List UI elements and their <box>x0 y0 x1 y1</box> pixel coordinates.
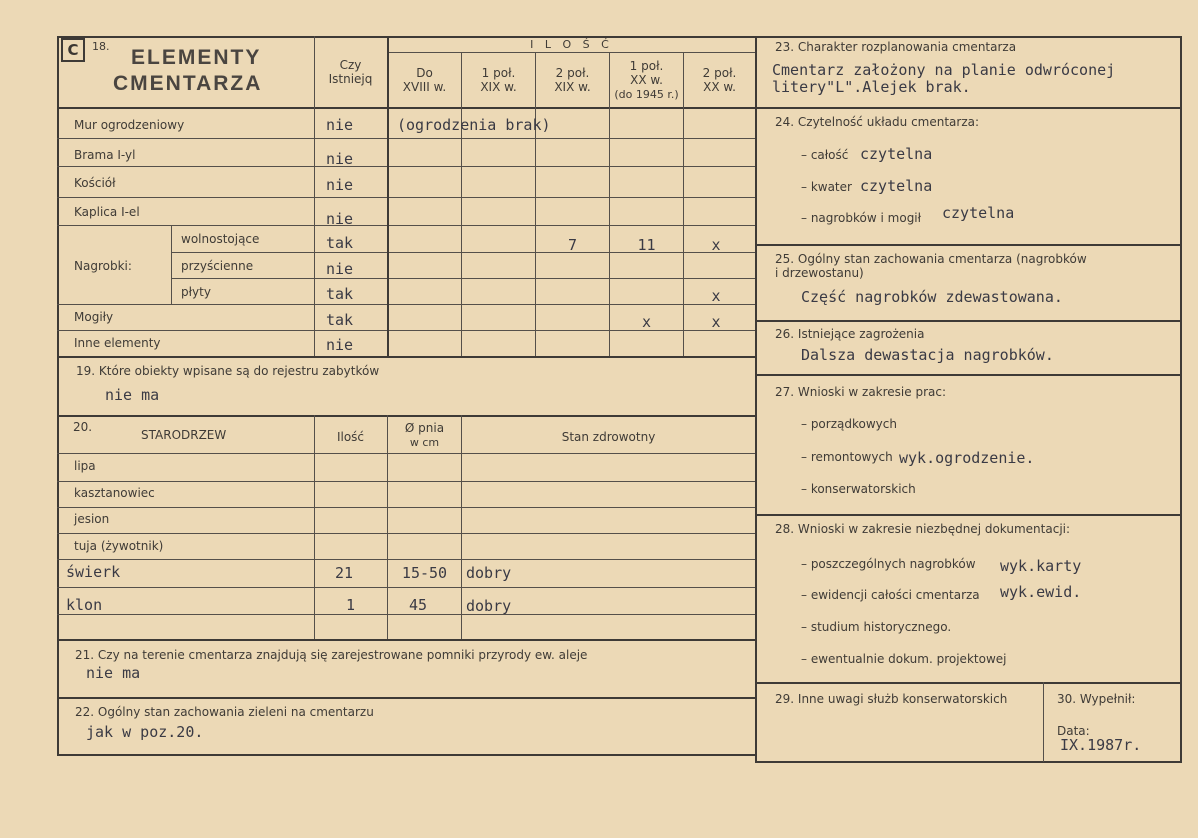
exists-value: tak <box>326 234 354 252</box>
period-header: XIX w. <box>554 80 591 94</box>
q28-item-label: – ewentualnie dokum. projektowej <box>801 652 1007 666</box>
grid-line <box>57 415 755 417</box>
q28-item-value: wyk.ewid. <box>1000 583 1082 601</box>
grid-line <box>57 559 755 560</box>
count-value: x <box>711 313 721 331</box>
q23-value-line1: Cmentarz założony na planie odwróconej <box>772 61 1116 79</box>
q28-item-label: – poszczególnych nagrobków <box>801 557 976 571</box>
period-header: Do <box>416 66 433 80</box>
exists-value: tak <box>326 311 354 329</box>
q27-item-label: – remontowych <box>801 450 893 464</box>
q26-value: Dalsza dewastacja nagrobków. <box>801 346 1054 364</box>
grid-line <box>461 52 462 356</box>
row-label: płyty <box>181 285 211 299</box>
q25-label: 25. Ogólny stan zachowania cmentarza (nagrobków <box>775 252 1087 266</box>
q20-col-ilosc: Ilość <box>336 430 365 444</box>
frame-middle <box>755 36 757 763</box>
q24-label: 24. Czytelność układu cmentarza: <box>775 115 980 129</box>
tree-name: klon <box>66 596 103 614</box>
tree-diameter: 15-50 <box>401 564 448 582</box>
grid-line <box>57 356 755 358</box>
period-header: (do 1945 r.) <box>614 88 679 101</box>
tree-count: 21 <box>334 564 354 582</box>
grid-line <box>57 614 755 615</box>
exists-value: tak <box>326 285 354 303</box>
q23-label: 23. Charakter rozplanowania cmentarza <box>775 40 1017 54</box>
q28-item-value: wyk.karty <box>1000 557 1082 575</box>
q19-label: 19. Które obiekty wpisane są do rejestru zabytków <box>76 364 380 378</box>
grid-line <box>57 166 755 167</box>
grid-line <box>57 533 755 534</box>
row-label: Mur ogrodzeniowy <box>74 118 185 132</box>
period-header: XX w. <box>630 73 663 87</box>
exists-value: nie <box>326 176 354 194</box>
count-value: 11 <box>637 236 656 254</box>
grid-line <box>757 320 1181 322</box>
q25-label-2: i drzewostanu) <box>775 266 864 280</box>
tree-name: tuja (żywotnik) <box>74 539 164 553</box>
section-number: 18. <box>92 40 110 53</box>
q22-label: 22. Ogólny stan zachowania zieleni na cmentarzu <box>75 705 374 719</box>
row-note: (ogrodzenia brak) <box>397 116 551 134</box>
q24-item-value: czytelna <box>860 177 933 195</box>
grid-line <box>57 138 755 139</box>
q19-value: nie ma <box>105 386 160 404</box>
row-label: Kościół <box>74 176 116 190</box>
q24-item-label: – nagrobków i mogił <box>801 211 922 225</box>
exists-value: nie <box>326 210 354 228</box>
tree-state: dobry <box>466 564 512 582</box>
grid-line <box>757 244 1181 246</box>
q21-label: 21. Czy na terenie cmentarza znajdują się zarejestrowane pomniki przyrody ew. aleje <box>75 648 588 662</box>
q24-item-value: czytelna <box>942 204 1015 222</box>
count-value: x <box>641 313 652 331</box>
q28-item-label: – studium historycznego. <box>801 620 952 634</box>
row-label: Brama I-yl <box>74 148 136 162</box>
exists-value: nie <box>326 336 354 354</box>
period-header: 1 poł. <box>629 59 664 73</box>
istnieje-label: Istniejq <box>328 72 373 86</box>
frame-bottom-left <box>57 754 755 756</box>
grid-line <box>57 197 755 198</box>
grid-line <box>171 278 755 279</box>
period-header: 2 poł. <box>555 66 590 80</box>
q30-label: 30. Wypełnił: <box>1057 692 1136 706</box>
grid-line <box>535 52 536 356</box>
period-header: XX w. <box>703 80 736 94</box>
q30-date-label: Data: <box>1057 724 1090 738</box>
tree-state: dobry <box>466 597 512 615</box>
grid-line <box>57 481 755 482</box>
q24-item-label: – kwater <box>801 180 852 194</box>
frame-bottom-right <box>757 761 1181 763</box>
grid-line <box>461 415 462 639</box>
grid-line <box>1043 682 1044 762</box>
q20-number: 20. <box>73 420 93 434</box>
grid-line <box>57 507 755 508</box>
q24-item-label: – całość <box>801 148 849 162</box>
grid-line <box>388 52 755 53</box>
q21-value: nie ma <box>86 664 141 682</box>
period-header: XVIII w. <box>402 80 447 94</box>
row-label: Inne elementy <box>74 336 161 350</box>
card-letter-box: C <box>61 38 85 62</box>
q20-col-cm: w cm <box>409 436 440 449</box>
q28-item-label: – ewidencji całości cmentarza <box>801 588 980 602</box>
grid-line <box>57 697 755 699</box>
row-label: wolnostojące <box>181 232 260 246</box>
q22-value: jak w poz.20. <box>86 723 204 741</box>
title-elementy: ELEMENTY <box>131 46 262 69</box>
q30-date-value: IX.1987r. <box>1060 736 1142 754</box>
grid-line <box>57 639 755 641</box>
q26-label: 26. Istniejące zagrożenia <box>775 327 925 341</box>
grid-line <box>757 374 1181 376</box>
grid-line <box>57 453 755 454</box>
grid-line <box>171 225 172 304</box>
period-header: 2 poł. <box>702 66 737 80</box>
exists-value: nie <box>326 116 354 134</box>
count-value: x <box>711 287 721 305</box>
period-header: XIX w. <box>480 80 517 94</box>
q20-col-stan: Stan zdrowotny <box>561 430 656 444</box>
ilosc-header: I L O Ś Ć <box>530 38 613 51</box>
q29-label: 29. Inne uwagi służb konserwatorskich <box>775 692 1008 706</box>
tree-count: 1 <box>345 596 356 614</box>
grid-line <box>57 225 755 226</box>
exists-value: nie <box>326 150 354 168</box>
row-label: Mogiły <box>74 310 114 324</box>
q27-item-value: wyk.ogrodzenie. <box>899 449 1035 467</box>
q24-item-value: czytelna <box>860 145 933 163</box>
grid-line <box>757 107 1181 109</box>
period-header: 1 poł. <box>481 66 516 80</box>
count-value: x <box>711 236 721 254</box>
q27-label: 27. Wnioski w zakresie prac: <box>775 385 947 399</box>
frame-right <box>1180 36 1182 763</box>
title-cmentarza: CMENTARZA <box>113 72 263 95</box>
grid-line <box>57 107 755 109</box>
row-label: Kaplica I-el <box>74 205 140 219</box>
grid-line <box>757 514 1181 516</box>
q20-col-pnia: Ø pnia <box>404 421 445 435</box>
tree-name: lipa <box>74 459 96 473</box>
frame-left <box>57 36 59 756</box>
q27-item-label: – konserwatorskich <box>801 482 916 496</box>
nagrobki-group-label: Nagrobki: <box>74 259 132 273</box>
q23-value-line2: litery"L".Alejek brak. <box>772 78 971 96</box>
exists-value: nie <box>326 260 354 278</box>
q20-title: STARODRZEW <box>141 428 227 442</box>
q28-label: 28. Wnioski w zakresie niezbędnej dokumentacji: <box>775 522 1071 536</box>
row-label: przyścienne <box>181 259 254 273</box>
grid-line <box>757 682 1181 684</box>
tree-diameter: 45 <box>408 596 428 614</box>
tree-name: świerk <box>66 563 121 581</box>
czy-label: Czy <box>339 58 362 72</box>
grid-line <box>57 304 755 305</box>
tree-name: kasztanowiec <box>74 486 155 500</box>
tree-name: jesion <box>74 512 110 526</box>
count-value: 7 <box>567 236 578 254</box>
grid-line <box>57 587 755 588</box>
q25-value: Część nagrobków zdewastowana. <box>801 288 1063 306</box>
grid-line <box>683 52 684 356</box>
q27-item-label: – porządkowych <box>801 417 897 431</box>
